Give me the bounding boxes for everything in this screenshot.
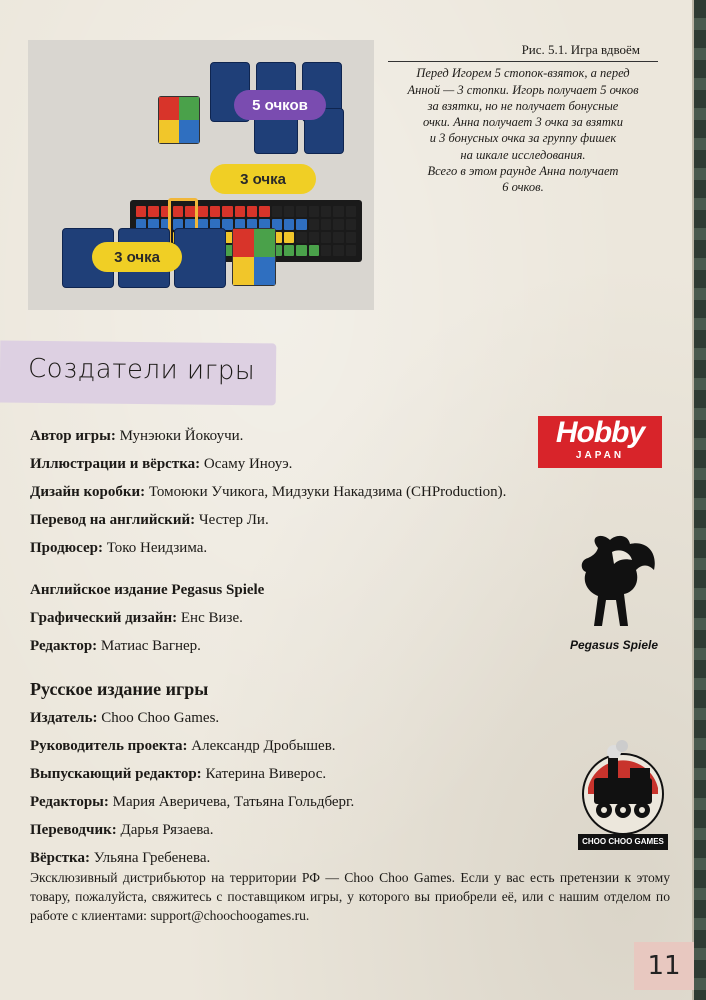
score-pill-5: 5 очков [234,90,326,120]
caption-title: Рис. 5.1. Игра вдвоём [388,42,658,62]
credit-role: Вёрстка: [30,850,90,866]
legal-notice: Эксклюзивный дистрибьютор на территории РФ — Choo Choo Games. Если у вас есть претензии к этому товару, пожалуйста, свяжитесь с поставщиком игры, у которого вы приобрели её, или с нашим отделом по работе с клиентами: support@choochoogames.ru. [30,870,670,923]
mini-card [158,96,200,144]
credit-name: Катерина Виверос. [205,766,327,782]
caption-line: на шкале исследования. [460,147,586,162]
score-pill-3-top: 3 очка [210,164,316,194]
score-pill-3-bottom: 3 очка [92,242,182,272]
credit-role: Иллюстрации и вёрстка: [30,456,201,472]
credit-line [30,760,630,788]
credit-line [30,478,630,506]
credit-name: Матиас Вагнер. [100,638,201,654]
credit-name: Choo Choo Games. [101,710,220,726]
credit-name: Мунэюки Йокоучи. [119,428,244,444]
credit-line [30,704,630,732]
pegasus-spiele-logo [558,530,670,652]
hobby-japan-logo [538,416,662,468]
hobby-logo-sub: JAPAN [575,450,625,461]
credit-line [30,788,630,816]
credit-role: Редакторы: [30,794,109,810]
credit-role: Перевод на английский: [30,512,196,528]
figure-caption [388,42,658,196]
section-heading-tab [0,341,276,406]
caption-line: Перед Игорем 5 стопок-взяток, а перед [416,66,630,81]
credit-line [30,632,630,660]
binder-edge [694,0,706,1000]
credit-name: Токо Неидзима. [106,540,208,556]
credit-role: Переводчик: [30,822,117,838]
page-number: 11 [634,942,694,990]
credit-name: Осаму Иноуэ. [203,456,293,472]
credit-role: Выпускающий редактор: [30,766,202,782]
credit-role: Графический дизайн: [30,610,178,626]
caption-line: очки. Анна получает 3 очка за взятки [423,115,623,130]
credit-line [30,604,630,632]
credit-role: Редактор: [30,638,98,654]
credit-name: Мария Аверичева, Татьяна Гольдберг. [112,794,355,810]
credit-line [30,534,630,562]
credit-line [30,816,630,844]
hobby-logo-main: Hobby [555,416,645,449]
caption-body [388,65,658,195]
credit-name: Александр Дробышев. [191,738,336,754]
section-title: Создатели игры [27,353,256,387]
credit-role: Руководитель проекта: [30,738,188,754]
credit-role: Автор игры: [30,428,116,444]
pegasus-logo-text: Pegasus Spiele [569,638,659,652]
credit-name: Честер Ли. [198,512,269,528]
caption-line: 6 очков. [502,180,544,195]
choo-choo-games-logo [578,738,668,850]
credit-name: Ульяна Гребенева. [93,850,211,866]
credit-name: Енс Визе. [180,610,243,626]
caption-line: Анной — 3 стопки. Игорь получает 5 очков [407,82,639,97]
credits [30,422,630,872]
caption-line: и 3 бонусных очка за группу фишек [429,131,617,146]
figure-two-player-game [28,40,374,310]
russian-edition-heading: Русское издание игры [30,679,209,699]
train-icon [578,738,668,834]
credit-role: Продюсер: [30,540,103,556]
caption-line: Всего в этом раунде Анна получает [427,164,619,179]
credit-line [30,506,630,534]
mini-card [232,228,276,286]
credit-role: Дизайн коробки: [30,484,146,500]
credit-name: Дарья Рязаева. [120,822,214,838]
credit-name: Томоюки Учикога, Мидзуки Накадзима (CHProduction). [148,484,507,500]
caption-line: за взятки, но не получает бонусные [427,98,619,113]
choo-logo-text: CHOO CHOO GAMES [578,834,668,850]
credit-line [30,732,630,760]
english-edition-heading: Английское издание Pegasus Spiele [30,582,265,598]
pegasus-icon [558,530,670,634]
credit-role: Издатель: [30,710,98,726]
